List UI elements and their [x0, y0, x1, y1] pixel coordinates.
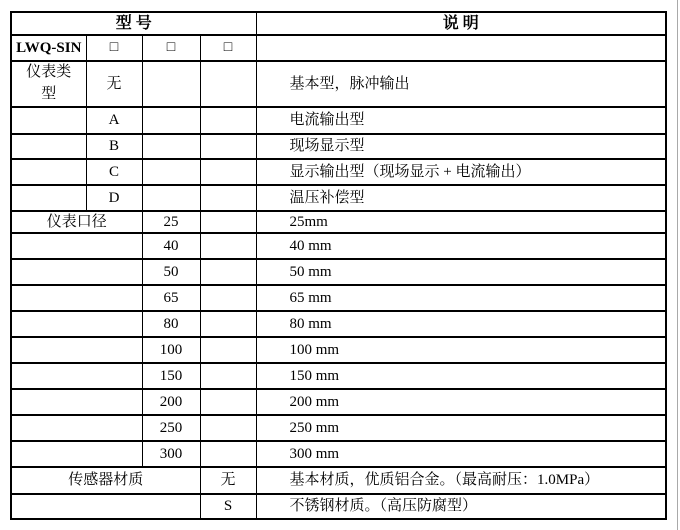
meter-type-code-d: D: [86, 185, 142, 211]
empty-cell: [200, 441, 256, 467]
diameter-row-100: [11, 337, 666, 363]
empty-cell: [200, 363, 256, 389]
meter-type-row-c: [11, 159, 666, 185]
empty-cell: [11, 107, 86, 134]
model-prefix: LWQ-SIN: [11, 35, 86, 61]
diameter-desc-200: 200 mm: [256, 389, 666, 415]
meter-type-row-b: [11, 134, 666, 159]
diameter-desc-65: 65 mm: [256, 285, 666, 311]
placeholder-box-3: □: [200, 35, 256, 61]
diameter-desc-40: 40 mm: [256, 233, 666, 259]
material-desc-none: 基本材质，优质铝合金。（最高耐压：1.0MPa）: [256, 467, 666, 494]
empty-cell: [142, 159, 200, 185]
empty-cell: [200, 159, 256, 185]
diameter-code-40: 40: [142, 233, 200, 259]
empty-cell: [11, 134, 86, 159]
empty-cell: [11, 415, 142, 441]
meter-type-desc-a: 电流输出型: [256, 107, 666, 134]
empty-cell: [11, 363, 142, 389]
meter-type-desc-b: 现场显示型: [256, 134, 666, 159]
diameter-code-65: 65: [142, 285, 200, 311]
diameter-row-150: [11, 363, 666, 389]
material-row-s: [11, 494, 666, 519]
empty-cell: [11, 159, 86, 185]
empty-cell: [11, 441, 142, 467]
empty-cell: [200, 285, 256, 311]
empty-cell: [11, 494, 200, 519]
empty-cell: [142, 185, 200, 211]
placeholder-box-2: □: [142, 35, 200, 61]
empty-cell: [11, 311, 142, 337]
diameter-desc-50: 50 mm: [256, 259, 666, 285]
diameter-desc-300: 300 mm: [256, 441, 666, 467]
diameter-row-80: [11, 311, 666, 337]
diameter-row-25: [11, 211, 666, 233]
empty-cell: [142, 61, 200, 107]
empty-cell: [142, 107, 200, 134]
material-section-label: 传感器材质: [11, 467, 200, 494]
empty-cell: [142, 134, 200, 159]
empty-cell: [11, 233, 142, 259]
diameter-desc-250: 250 mm: [256, 415, 666, 441]
material-code-s: S: [200, 494, 256, 519]
empty-cell: [200, 185, 256, 211]
meter-type-code-c: C: [86, 159, 142, 185]
diameter-desc-25: 25mm: [256, 211, 666, 233]
model-code-row: [11, 35, 666, 61]
model-selection-table: [10, 11, 667, 520]
meter-type-section-label-cell: [11, 61, 86, 107]
meter-type-section-label: 仪表类型: [26, 64, 72, 102]
diameter-desc-100: 100 mm: [256, 337, 666, 363]
empty-cell: [200, 415, 256, 441]
empty-cell: [11, 389, 142, 415]
empty-cell: [11, 259, 142, 285]
diameter-row-200: [11, 389, 666, 415]
diameter-code-100: 100: [142, 337, 200, 363]
table-header-row: [11, 12, 666, 35]
meter-type-row-d: [11, 185, 666, 211]
diameter-code-250: 250: [142, 415, 200, 441]
meter-type-row-a: [11, 107, 666, 134]
diameter-code-150: 150: [142, 363, 200, 389]
meter-type-code-none: 无: [86, 61, 142, 107]
material-desc-s: 不锈钢材质。（高压防腐型）: [256, 494, 666, 519]
meter-type-code-b: B: [86, 134, 142, 159]
empty-cell: [256, 35, 666, 61]
meter-type-desc-none: 基本型，脉冲输出: [256, 61, 666, 107]
empty-cell: [11, 285, 142, 311]
diameter-code-300: 300: [142, 441, 200, 467]
empty-cell: [200, 259, 256, 285]
meter-type-desc-d: 温压补偿型: [256, 185, 666, 211]
empty-cell: [11, 337, 142, 363]
empty-cell: [11, 185, 86, 211]
placeholder-box-1: □: [86, 35, 142, 61]
material-row-none: [11, 467, 666, 494]
diameter-code-200: 200: [142, 389, 200, 415]
page-edge-line: [677, 0, 678, 530]
diameter-row-50: [11, 259, 666, 285]
empty-cell: [200, 311, 256, 337]
material-code-none: 无: [200, 467, 256, 494]
diameter-code-25: 25: [142, 211, 200, 233]
diameter-desc-80: 80 mm: [256, 311, 666, 337]
diameter-code-50: 50: [142, 259, 200, 285]
diameter-row-300: [11, 441, 666, 467]
diameter-row-250: [11, 415, 666, 441]
empty-cell: [200, 337, 256, 363]
model-column-header: 型 号: [11, 12, 256, 35]
diameter-row-65: [11, 285, 666, 311]
empty-cell: [200, 107, 256, 134]
description-column-header: 说 明: [256, 12, 666, 35]
empty-cell: [200, 134, 256, 159]
empty-cell: [200, 389, 256, 415]
diameter-desc-150: 150 mm: [256, 363, 666, 389]
diameter-code-80: 80: [142, 311, 200, 337]
diameter-section-label: 仪表口径: [11, 211, 142, 233]
empty-cell: [200, 61, 256, 107]
meter-type-desc-c: 显示输出型（现场显示 + 电流输出）: [256, 159, 666, 185]
empty-cell: [200, 211, 256, 233]
meter-type-row-none: [11, 61, 666, 107]
empty-cell: [200, 233, 256, 259]
diameter-row-40: [11, 233, 666, 259]
meter-type-code-a: A: [86, 107, 142, 134]
